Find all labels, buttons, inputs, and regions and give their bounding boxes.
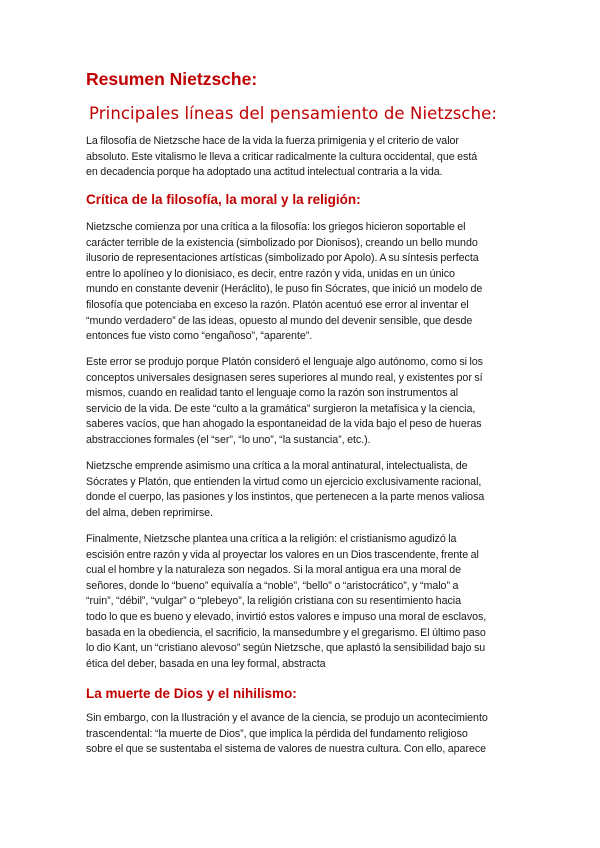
text-line: Nietzsche comienza por una crítica a la filosofía: los griegos hicieron soportable el [86,221,466,233]
text-line: sobre el que se sustentaba el sistema de valores de nuestra cultura. Con ello, aparece [86,743,487,756]
paragraph-critica-filosofia [86,220,518,345]
text-line: La filosofía de Nietzsche hace de la vida la fuerza primigenia y el criterio de valor [86,135,459,147]
text-line: Nietzsche emprende asimismo una crítica a la moral antinatural, intelectualista, de [86,460,468,472]
text-line: “mundo verdadero” de las ideas, opuesto al mundo del devenir sensible, que desde [86,314,473,327]
text-line: mismos, cuando en realidad tanto el lenguaje como la razón son instrumentos al [86,387,459,400]
text-line: ilusorio de representaciones artísticas (simbolizado por Apolo). A su síntesis perfecta [86,252,479,265]
text-line: señores, donde lo “bueno” equivalía a “noble”, “bello” o “aristocrático”, y “malo” a [86,579,459,592]
text-line: Finalmente, Nietzsche plantea una crítica a la religión: el cristianismo agudizó la [86,533,457,545]
text-line: abstracciones formales (el “ser”, “lo uno”, “la sustancia”, etc.). [86,433,371,446]
paragraph-lenguaje [86,355,518,449]
section-heading-muerte-de-dios: La muerte de Dios y el nihilismo: [86,686,297,701]
text-line: Sócrates y Platón, que entienden la virtud como un ejercicio exclusivamente racional, [86,475,482,488]
section-heading-critica: Crítica de la filosofía, la moral y la religión: [86,192,361,207]
text-line: trascendental: “la muerte de Dios”, que implica la pérdida del fundamento religioso [86,727,468,740]
text-line: basada en la obediencia, el sacrificio, la mansedumbre y el gregarismo. El último paso [86,626,486,639]
text-line: Este error se produjo porque Platón consideró el lenguaje algo autónomo, como si los [86,356,483,368]
text-line: entre lo apolíneo y lo dionisiaco, es decir, entre razón y vida, unidas en un único [86,267,455,280]
text-line: servicio de la vida. De este “culto a la gramática” surgieron la metafísica y la ciencia, [86,402,476,415]
text-line: cual el hombre y la naturaleza son negados. Si la moral antigua era una moral de [86,564,461,577]
text-line: entonces fue visto como “engañoso”, “aparente”. [86,330,313,343]
text-line: donde el cuerpo, las pasiones y los instintos, que pertenecen a la parte menos valiosa [86,491,485,504]
text-line: carácter terrible de la existencia (simbolizado por Dionisos), creando un bello mundo [86,236,478,249]
document-subtitle: Principales líneas del pensamiento de Nietzsche: [89,104,498,123]
document-title: Resumen Nietzsche: [86,69,258,89]
intro-paragraph [86,134,518,181]
text-line: lo dio Kant, un “cristiano alevoso” según Nietzsche, que aplastó la sensibilidad bajo su [86,642,486,655]
text-line: saberes vacíos, que han ahogado la espontaneidad de la vida bajo el peso de hueras [86,418,482,431]
text-line: filosofía que potenciaba en exceso la razón. Platón acentuó ese error al inventar el [86,298,469,311]
paragraph-critica-religion [86,532,518,672]
paragraph-critica-moral [86,459,518,521]
text-line: en decadencia porque ha adoptado una actitud intelectual contraria a la vida. [86,166,443,179]
text-line: ética del deber, basada en una ley formal, abstracta [86,657,326,670]
text-line: del alma, deben reprimirse. [86,506,213,519]
text-line: conceptos universales designasen seres superiores al mundo real, y existentes por sí [86,371,483,384]
text-line: absoluto. Este vitalismo le lleva a criticar radicalmente la cultura occidental, que está [86,150,478,163]
text-line: “ruin”, “débil”, “vulgar” o “plebeyo”, la religión cristiana con su resentimiento hacia [86,595,461,608]
paragraph-muerte-de-dios [86,711,518,758]
text-line: escisión entre razón y vida al proyectar los valores en un Dios trascendente, frente al [86,548,479,561]
text-line: todo lo que es bueno y elevado, invirtió estos valores e impuso una moral de esclavos, [86,610,487,623]
text-line: mundo en constante devenir (Heráclito), le puso fin Sócrates, que inició un modelo de [86,283,483,296]
text-line: Sin embargo, con la Ilustración y el avance de la ciencia, se produjo un acontecimiento [86,712,488,724]
